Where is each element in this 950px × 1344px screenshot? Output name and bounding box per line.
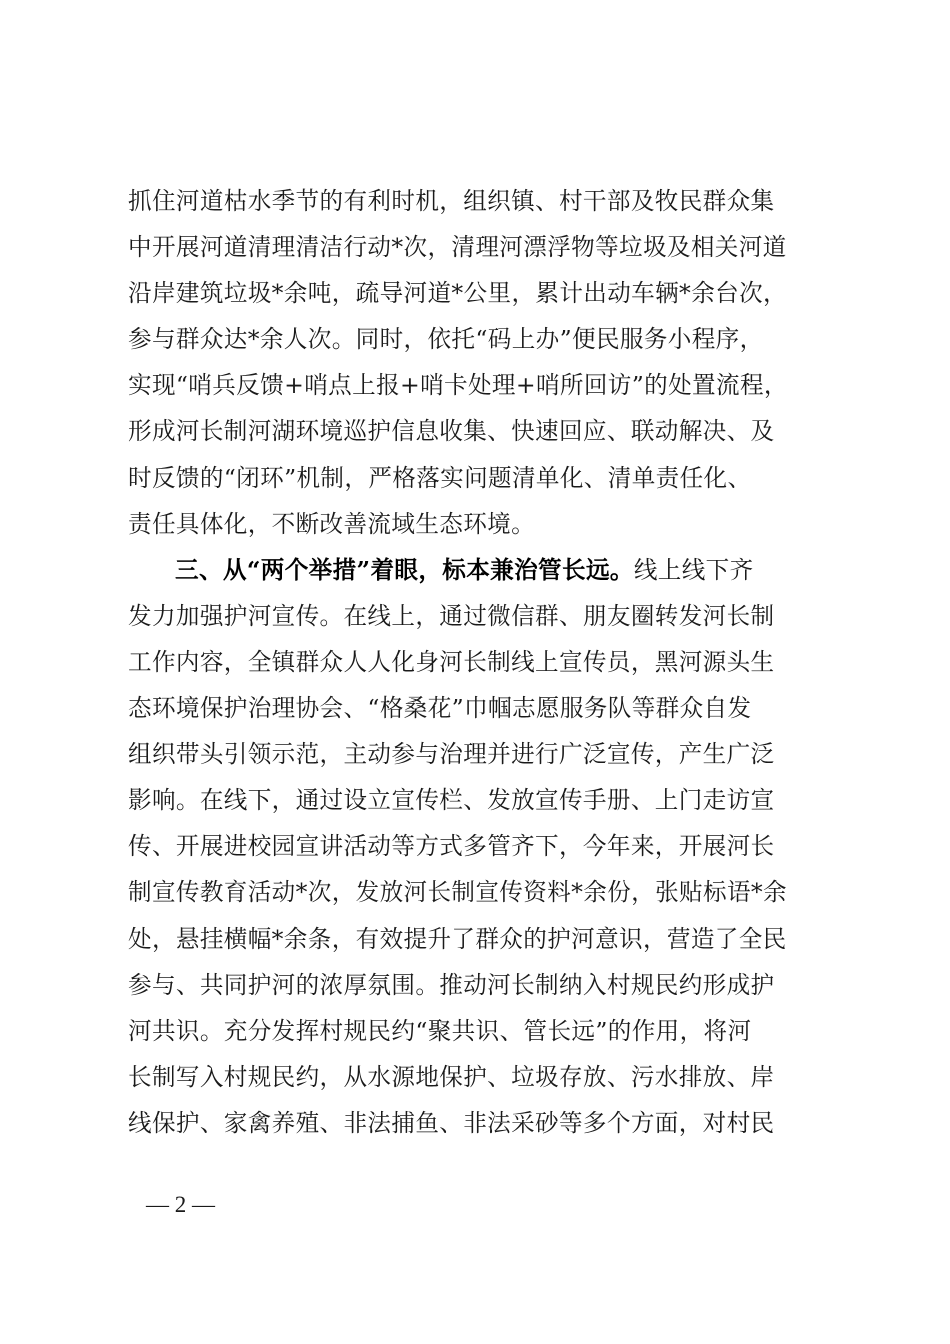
page-number: — 2 — — [146, 1192, 215, 1217]
text-line: 实现“哨兵反馈+哨点上报+哨卡处理+哨所回访”的处置流程， — [128, 371, 788, 400]
text-line: 抓住河道枯水季节的有利时机，组织镇、村干部及牧民群众集 — [128, 187, 775, 215]
body-text — [128, 178, 868, 1146]
text-line: 形成河长制河湖环境巡护信息收集、快速回应、联动解决、及 — [128, 417, 775, 446]
text-line: 态环境保护治理协会、“格桑花”巾帼志愿服务队等群众自发 — [128, 694, 752, 723]
text-line: 长制写入村规民约，从水源地保护、垃圾存放、污水排放、岸 — [128, 1062, 775, 1091]
text-line: 制宣传教育活动*次，发放河长制宣传资料*余份，张贴标语*余 — [128, 878, 787, 907]
text-line: 处，悬挂横幅*余条，有效提升了群众的护河意识，营造了全民 — [128, 924, 787, 953]
text-line: 河共识。充分发挥村规民约“聚共识、管长远”的作用，将河 — [128, 1016, 752, 1045]
text-line: 责任具体化，不断改善流域生态环境。 — [128, 509, 536, 538]
text-line: 传、开展进校园宣讲活动等方式多管齐下，今年来，开展河长 — [128, 832, 775, 861]
section-first-line-rest: 线上线下齐 — [633, 555, 754, 584]
text-line: 线保护、家禽养殖、非法捕鱼、非法采砂等多个方面，对村民 — [128, 1108, 775, 1137]
text-line: 中开展河道清理清洁行动*次，清理河漂浮物等垃圾及相关河道 — [128, 233, 787, 262]
text-line: 工作内容，全镇群众人人化身河长制线上宣传员，黑河源头生 — [128, 647, 775, 676]
text-line: 发力加强护河宣传。在线上，通过微信群、朋友圈转发河长制 — [128, 601, 775, 630]
text-line: 参与群众达*余人次。同时，依托“码上办”便民服务小程序， — [128, 325, 764, 354]
section-first-line — [128, 547, 868, 593]
text-line: 时反馈的“闭环”机制，严格落实问题清单化、清单责任化、 — [128, 463, 752, 492]
text-line: 参与、共同护河的浓厚氛围。推动河长制纳入村规民约形成护 — [128, 970, 775, 999]
text-line: 影响。在线下，通过设立宣传栏、发放宣传手册、上门走访宣 — [128, 786, 775, 815]
text-line: 组织带头引领示范，主动参与治理并进行广泛宣传，产生广泛 — [128, 740, 775, 769]
section-heading: 三、从“两个举措”着眼，标本兼治管长远。 — [175, 555, 634, 584]
text-line: 沿岸建筑垃圾*余吨，疏导河道*公里，累计出动车辆*余台次， — [128, 279, 787, 308]
